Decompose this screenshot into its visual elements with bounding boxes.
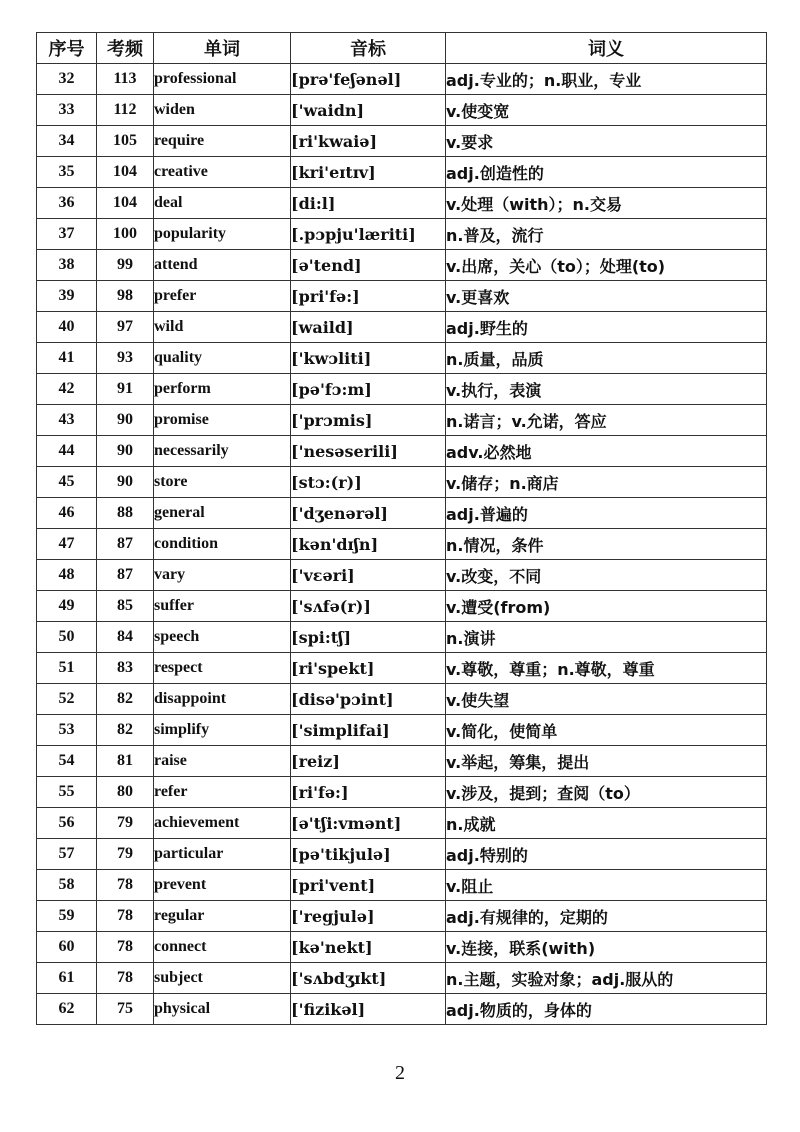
cell-frequency: 79 (97, 839, 154, 870)
cell-frequency: 113 (97, 64, 154, 95)
cell-phonetic: [prə'feʃənəl] (291, 64, 446, 95)
cell-frequency: 112 (97, 95, 154, 126)
table-row (37, 219, 767, 250)
cell-meaning: n.普及，流行 (446, 219, 767, 250)
cell-number: 41 (37, 343, 97, 374)
cell-word: attend (154, 250, 291, 281)
table-row (37, 622, 767, 653)
table-row (37, 994, 767, 1025)
cell-meaning: n.质量，品质 (446, 343, 767, 374)
cell-phonetic: [spi:tʃ] (291, 622, 446, 653)
table-row (37, 312, 767, 343)
vocabulary-table (36, 32, 767, 1025)
table-row (37, 529, 767, 560)
header-word: 单词 (154, 33, 291, 64)
cell-phonetic: [kə'nekt] (291, 932, 446, 963)
cell-phonetic: [reiz] (291, 746, 446, 777)
cell-phonetic: ['sʌfə(r)] (291, 591, 446, 622)
cell-phonetic: [ri'fə:] (291, 777, 446, 808)
cell-frequency: 78 (97, 901, 154, 932)
cell-word: store (154, 467, 291, 498)
cell-phonetic: ['nesəserili] (291, 436, 446, 467)
cell-frequency: 87 (97, 560, 154, 591)
cell-number: 57 (37, 839, 97, 870)
cell-word: deal (154, 188, 291, 219)
table-row (37, 498, 767, 529)
cell-word: physical (154, 994, 291, 1025)
header-row (37, 33, 767, 64)
cell-word: prevent (154, 870, 291, 901)
cell-word: connect (154, 932, 291, 963)
cell-frequency: 84 (97, 622, 154, 653)
cell-number: 52 (37, 684, 97, 715)
cell-phonetic: [pri'fə:] (291, 281, 446, 312)
cell-number: 35 (37, 157, 97, 188)
cell-number: 37 (37, 219, 97, 250)
cell-meaning: v.简化，使简单 (446, 715, 767, 746)
cell-frequency: 105 (97, 126, 154, 157)
cell-number: 58 (37, 870, 97, 901)
cell-number: 38 (37, 250, 97, 281)
cell-word: wild (154, 312, 291, 343)
cell-meaning: v.涉及，提到；查阅（to） (446, 777, 767, 808)
cell-word: refer (154, 777, 291, 808)
cell-frequency: 81 (97, 746, 154, 777)
table-row (37, 436, 767, 467)
cell-meaning: n.演讲 (446, 622, 767, 653)
table-row (37, 405, 767, 436)
cell-word: simplify (154, 715, 291, 746)
cell-phonetic: [ə'tʃi:vmənt] (291, 808, 446, 839)
cell-number: 45 (37, 467, 97, 498)
cell-word: promise (154, 405, 291, 436)
cell-word: quality (154, 343, 291, 374)
cell-meaning: adj.普遍的 (446, 498, 767, 529)
cell-phonetic: ['sʌbdʒɪkt] (291, 963, 446, 994)
cell-meaning: adj.创造性的 (446, 157, 767, 188)
cell-number: 40 (37, 312, 97, 343)
cell-number: 43 (37, 405, 97, 436)
cell-number: 50 (37, 622, 97, 653)
cell-frequency: 78 (97, 870, 154, 901)
cell-meaning: n.成就 (446, 808, 767, 839)
cell-word: general (154, 498, 291, 529)
cell-phonetic: [di:l] (291, 188, 446, 219)
cell-phonetic: [disə'pɔint] (291, 684, 446, 715)
cell-meaning: v.阻止 (446, 870, 767, 901)
cell-phonetic: [.pɔpju'læriti] (291, 219, 446, 250)
cell-word: creative (154, 157, 291, 188)
table-row (37, 126, 767, 157)
cell-meaning: n.诺言；v.允诺，答应 (446, 405, 767, 436)
cell-frequency: 88 (97, 498, 154, 529)
cell-frequency: 75 (97, 994, 154, 1025)
cell-meaning: v.举起，筹集，提出 (446, 746, 767, 777)
cell-word: condition (154, 529, 291, 560)
cell-word: vary (154, 560, 291, 591)
cell-phonetic: ['fizikəl] (291, 994, 446, 1025)
cell-phonetic: ['kwɔliti] (291, 343, 446, 374)
cell-frequency: 78 (97, 932, 154, 963)
cell-meaning: v.尊敬，尊重；n.尊敬，尊重 (446, 653, 767, 684)
cell-phonetic: ['simplifai] (291, 715, 446, 746)
cell-word: require (154, 126, 291, 157)
cell-word: professional (154, 64, 291, 95)
cell-meaning: adv.必然地 (446, 436, 767, 467)
cell-phonetic: [ri'kwaiə] (291, 126, 446, 157)
table-row (37, 560, 767, 591)
table-header (37, 33, 767, 64)
cell-number: 51 (37, 653, 97, 684)
cell-word: necessarily (154, 436, 291, 467)
cell-number: 36 (37, 188, 97, 219)
table-row (37, 746, 767, 777)
table-row (37, 343, 767, 374)
cell-number: 46 (37, 498, 97, 529)
cell-number: 60 (37, 932, 97, 963)
cell-number: 34 (37, 126, 97, 157)
cell-word: subject (154, 963, 291, 994)
cell-number: 56 (37, 808, 97, 839)
cell-meaning: adj.野生的 (446, 312, 767, 343)
cell-word: achievement (154, 808, 291, 839)
cell-frequency: 80 (97, 777, 154, 808)
cell-meaning: v.遭受(from) (446, 591, 767, 622)
header-number: 序号 (37, 33, 97, 64)
cell-frequency: 104 (97, 188, 154, 219)
cell-word: regular (154, 901, 291, 932)
cell-phonetic: [stɔ:(r)] (291, 467, 446, 498)
cell-word: suffer (154, 591, 291, 622)
cell-meaning: n.主题，实验对象；adj.服从的 (446, 963, 767, 994)
cell-word: popularity (154, 219, 291, 250)
cell-frequency: 97 (97, 312, 154, 343)
cell-meaning: v.连接，联系(with) (446, 932, 767, 963)
table-row (37, 188, 767, 219)
cell-word: speech (154, 622, 291, 653)
cell-frequency: 87 (97, 529, 154, 560)
cell-phonetic: [kri'eɪtɪv] (291, 157, 446, 188)
table-row (37, 901, 767, 932)
cell-word: widen (154, 95, 291, 126)
cell-number: 55 (37, 777, 97, 808)
cell-meaning: v.使变宽 (446, 95, 767, 126)
cell-frequency: 93 (97, 343, 154, 374)
cell-word: disappoint (154, 684, 291, 715)
cell-frequency: 90 (97, 436, 154, 467)
table-row (37, 95, 767, 126)
cell-meaning: adj.有规律的，定期的 (446, 901, 767, 932)
cell-phonetic: ['dʒenərəl] (291, 498, 446, 529)
table-row (37, 963, 767, 994)
table-row (37, 839, 767, 870)
cell-number: 61 (37, 963, 97, 994)
cell-frequency: 90 (97, 405, 154, 436)
table-row (37, 715, 767, 746)
cell-number: 53 (37, 715, 97, 746)
cell-phonetic: ['prɔmis] (291, 405, 446, 436)
table-row (37, 932, 767, 963)
table-row (37, 64, 767, 95)
cell-meaning: v.处理（with）；n.交易 (446, 188, 767, 219)
cell-number: 47 (37, 529, 97, 560)
cell-phonetic: [pə'fɔ:m] (291, 374, 446, 405)
cell-number: 48 (37, 560, 97, 591)
cell-phonetic: ['waidn] (291, 95, 446, 126)
cell-number: 33 (37, 95, 97, 126)
cell-word: respect (154, 653, 291, 684)
cell-number: 54 (37, 746, 97, 777)
cell-number: 42 (37, 374, 97, 405)
cell-meaning: v.储存；n.商店 (446, 467, 767, 498)
cell-frequency: 91 (97, 374, 154, 405)
table-row (37, 157, 767, 188)
cell-frequency: 90 (97, 467, 154, 498)
cell-frequency: 78 (97, 963, 154, 994)
page-number: 2 (395, 1062, 405, 1084)
table-row (37, 467, 767, 498)
cell-meaning: adj.特别的 (446, 839, 767, 870)
cell-phonetic: [waild] (291, 312, 446, 343)
table-row (37, 808, 767, 839)
table-row (37, 591, 767, 622)
cell-frequency: 79 (97, 808, 154, 839)
cell-meaning: adj.专业的；n.职业，专业 (446, 64, 767, 95)
cell-number: 59 (37, 901, 97, 932)
cell-frequency: 82 (97, 715, 154, 746)
cell-word: raise (154, 746, 291, 777)
cell-phonetic: [pri'vent] (291, 870, 446, 901)
cell-meaning: v.要求 (446, 126, 767, 157)
cell-meaning: v.使失望 (446, 684, 767, 715)
table-row (37, 777, 767, 808)
header-frequency: 考频 (97, 33, 154, 64)
cell-phonetic: ['regjulə] (291, 901, 446, 932)
cell-frequency: 104 (97, 157, 154, 188)
cell-phonetic: [pə'tikjulə] (291, 839, 446, 870)
cell-meaning: adj.物质的，身体的 (446, 994, 767, 1025)
cell-phonetic: [ə'tend] (291, 250, 446, 281)
cell-number: 49 (37, 591, 97, 622)
cell-frequency: 100 (97, 219, 154, 250)
table-row (37, 684, 767, 715)
cell-number: 44 (37, 436, 97, 467)
table-row (37, 870, 767, 901)
table-row (37, 250, 767, 281)
table-row (37, 281, 767, 312)
cell-meaning: v.更喜欢 (446, 281, 767, 312)
cell-meaning: v.执行，表演 (446, 374, 767, 405)
cell-meaning: v.改变，不同 (446, 560, 767, 591)
header-phonetic: 音标 (291, 33, 446, 64)
cell-meaning: n.情况，条件 (446, 529, 767, 560)
table-body (37, 64, 767, 1025)
cell-frequency: 83 (97, 653, 154, 684)
cell-number: 32 (37, 64, 97, 95)
cell-frequency: 98 (97, 281, 154, 312)
cell-phonetic: ['vɛəri] (291, 560, 446, 591)
cell-frequency: 85 (97, 591, 154, 622)
cell-meaning: v.出席，关心（to）；处理(to) (446, 250, 767, 281)
cell-word: perform (154, 374, 291, 405)
table-row (37, 653, 767, 684)
table-row (37, 374, 767, 405)
cell-word: prefer (154, 281, 291, 312)
cell-word: particular (154, 839, 291, 870)
cell-phonetic: [ri'spekt] (291, 653, 446, 684)
cell-number: 62 (37, 994, 97, 1025)
cell-frequency: 99 (97, 250, 154, 281)
cell-number: 39 (37, 281, 97, 312)
header-meaning: 词义 (446, 33, 767, 64)
cell-frequency: 82 (97, 684, 154, 715)
cell-phonetic: [kən'dɪʃn] (291, 529, 446, 560)
